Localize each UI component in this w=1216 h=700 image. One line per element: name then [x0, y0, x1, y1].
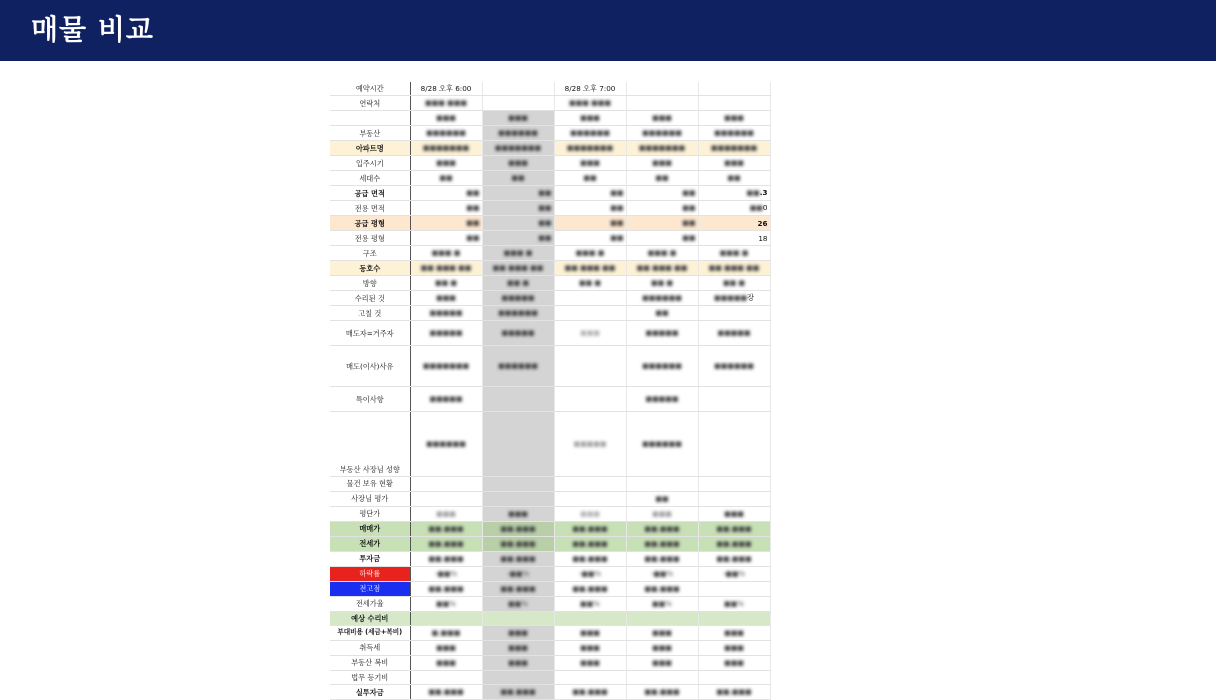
- cell-visible-text: .3: [759, 188, 768, 198]
- row-label: 공급 평형: [330, 216, 410, 231]
- row-label: 법무 등기비: [330, 670, 410, 684]
- cell: ■■: [410, 186, 482, 201]
- cell: ■■ ■: [554, 276, 626, 291]
- row-label: 평단가: [330, 506, 410, 521]
- row-label: 물건 보유 현황: [330, 477, 410, 491]
- cell: ■■: [626, 171, 698, 186]
- cell: ■■■■■■: [554, 126, 626, 141]
- table-row: [330, 566, 770, 581]
- row-label: 하락률: [330, 566, 410, 581]
- cell: ■■■ ■: [482, 246, 554, 261]
- cell: ■■■■■: [410, 387, 482, 412]
- cell: ■■ ■■■ ■■: [482, 261, 554, 276]
- cell: ■■0: [698, 201, 770, 216]
- cell: 26: [698, 216, 770, 231]
- cell: ■■■: [554, 506, 626, 521]
- cell: ■■: [482, 231, 554, 246]
- row-label: 고칠 것: [330, 306, 410, 321]
- cell: ■■■■■: [410, 306, 482, 321]
- table-row: [330, 491, 770, 506]
- table-row: [330, 670, 770, 684]
- table-row: [330, 231, 770, 246]
- cell: ■■■■■■: [482, 346, 554, 387]
- cell: [554, 491, 626, 506]
- cell: 8/28 오후 7:00: [554, 82, 626, 96]
- cell: ■■■: [410, 640, 482, 655]
- row-label: 전고점: [330, 581, 410, 596]
- cell: ■■■■■장: [698, 291, 770, 306]
- cell: ■■,■■■: [482, 536, 554, 551]
- cell: ■■■: [410, 111, 482, 126]
- cell: ■■: [482, 201, 554, 216]
- cell: [482, 670, 554, 684]
- cell: ■■ ■■■ ■■: [698, 261, 770, 276]
- cell: [410, 611, 482, 625]
- cell: [626, 82, 698, 96]
- cell: ■■■: [698, 640, 770, 655]
- cell: ■■■: [698, 156, 770, 171]
- table-row: [330, 321, 770, 346]
- cell: [554, 611, 626, 625]
- cell: ■■■: [482, 111, 554, 126]
- cell: [482, 491, 554, 506]
- cell: [482, 477, 554, 491]
- cell: ■■: [698, 171, 770, 186]
- row-label: 부동산: [330, 126, 410, 141]
- cell: ■■■: [482, 625, 554, 640]
- cell: ■■■■■■■: [410, 141, 482, 156]
- cell: ■■■: [410, 291, 482, 306]
- cell: ■■■■■■: [626, 412, 698, 477]
- cell: ■■,■■■: [626, 536, 698, 551]
- table-row: [330, 96, 770, 111]
- cell: ■■,■■■: [554, 581, 626, 596]
- cell: ■■,■■■: [698, 536, 770, 551]
- cell: ■■,■■■: [698, 521, 770, 536]
- cell: ■■■: [482, 506, 554, 521]
- cell: ■■■: [554, 156, 626, 171]
- cell: ■■■■■: [554, 412, 626, 477]
- cell: ■■: [410, 216, 482, 231]
- cell: ■■,■■■: [410, 521, 482, 536]
- row-label: 아파트명: [330, 141, 410, 156]
- cell: [698, 477, 770, 491]
- cell: -■■%: [626, 566, 698, 581]
- row-label: 전용 평형: [330, 231, 410, 246]
- comparison-spreadsheet-image: [330, 82, 770, 697]
- cell: ■■,■■■: [554, 536, 626, 551]
- cell: [698, 412, 770, 477]
- cell: ■■■■■: [626, 321, 698, 346]
- cell: ■■,■■■: [482, 521, 554, 536]
- cell: ■■: [554, 216, 626, 231]
- table-row: [330, 412, 770, 477]
- row-label: 실투자금: [330, 685, 410, 700]
- cell: ■■■■■: [698, 321, 770, 346]
- cell: ■■■: [554, 655, 626, 670]
- row-label: 전세가: [330, 536, 410, 551]
- row-label: 매도(이사)사유: [330, 346, 410, 387]
- table-row: [330, 685, 770, 700]
- cell: ■■: [410, 171, 482, 186]
- cell: [554, 306, 626, 321]
- cell: ■■■: [626, 111, 698, 126]
- row-label: 특이사항: [330, 387, 410, 412]
- cell: ■■: [410, 201, 482, 216]
- row-label: 구조: [330, 246, 410, 261]
- cell: ■■ ■: [626, 276, 698, 291]
- table-row: [330, 186, 770, 201]
- cell: ■■: [482, 186, 554, 201]
- cell: ■■,■■■: [482, 685, 554, 700]
- table-row: [330, 306, 770, 321]
- table-row: [330, 611, 770, 625]
- row-label: 전용 면적: [330, 201, 410, 216]
- cell: -■■%: [698, 566, 770, 581]
- cell: ■■■: [698, 111, 770, 126]
- cell: [410, 670, 482, 684]
- cell: ■■ ■■■ ■■: [626, 261, 698, 276]
- cell: ■■■■■■■: [410, 346, 482, 387]
- cell: ■■: [626, 231, 698, 246]
- cell: [698, 611, 770, 625]
- table-row: [330, 201, 770, 216]
- row-label: 예약시간: [330, 82, 410, 96]
- cell: ■■■: [626, 655, 698, 670]
- cell: ■■%: [554, 596, 626, 611]
- table-row: [330, 596, 770, 611]
- cell: ■■: [410, 231, 482, 246]
- cell: ■■■: [554, 321, 626, 346]
- cell: [554, 346, 626, 387]
- cell: [698, 82, 770, 96]
- cell: [698, 387, 770, 412]
- cell: -■■%: [482, 566, 554, 581]
- cell: [482, 611, 554, 625]
- cell: -■■%: [410, 566, 482, 581]
- cell: ■■: [482, 171, 554, 186]
- row-label: 방향: [330, 276, 410, 291]
- table-row: [330, 291, 770, 306]
- cell: ■■ ■: [482, 276, 554, 291]
- table-row: [330, 111, 770, 126]
- cell: ■■■: [626, 640, 698, 655]
- cell: [410, 491, 482, 506]
- cell: ■■■: [698, 625, 770, 640]
- cell: ■■■■■■■: [482, 141, 554, 156]
- row-label: [330, 111, 410, 126]
- row-label: 취득세: [330, 640, 410, 655]
- table-row: [330, 521, 770, 536]
- cell: ■■: [554, 201, 626, 216]
- cell: ■■,■■■: [410, 685, 482, 700]
- cell: [698, 96, 770, 111]
- table-row: [330, 551, 770, 566]
- cell: [482, 412, 554, 477]
- cell: ■■ ■: [410, 276, 482, 291]
- row-label: 수리된 것: [330, 291, 410, 306]
- table-row: [330, 655, 770, 670]
- table-row: [330, 216, 770, 231]
- cell: ■■%: [698, 596, 770, 611]
- table-row: [330, 346, 770, 387]
- row-label: 투자금: [330, 551, 410, 566]
- cell: ■■■■■■: [482, 126, 554, 141]
- cell: ■■%: [410, 596, 482, 611]
- cell: ■■,■■■: [554, 551, 626, 566]
- page-title: 매물 비교: [31, 13, 154, 46]
- cell: ■■.3: [698, 186, 770, 201]
- cell-visible-text: 장: [747, 293, 755, 303]
- cell: ■■■ ■: [554, 246, 626, 261]
- cell: ■■: [554, 171, 626, 186]
- cell: ■■,■■■: [554, 521, 626, 536]
- table-row: [330, 276, 770, 291]
- cell: [698, 581, 770, 596]
- cell: [626, 477, 698, 491]
- table-row: [330, 141, 770, 156]
- cell: ■■■■■■■: [626, 141, 698, 156]
- table-row: [330, 261, 770, 276]
- cell: ■■■ ■: [626, 246, 698, 261]
- cell: 8/28 오후 6:00: [410, 82, 482, 96]
- cell: ■■,■■■: [626, 521, 698, 536]
- row-label: 동호수: [330, 261, 410, 276]
- row-label: 공급 면적: [330, 186, 410, 201]
- cell: ■■■ ■■■: [554, 96, 626, 111]
- cell-visible-text: 0: [762, 203, 768, 213]
- row-label: 부동산 복비: [330, 655, 410, 670]
- cell: [698, 670, 770, 684]
- cell: ■■: [626, 186, 698, 201]
- cell: [698, 491, 770, 506]
- cell: [626, 96, 698, 111]
- cell: [482, 82, 554, 96]
- cell: ■■■■■■: [626, 291, 698, 306]
- cell: ■■■■■■: [410, 126, 482, 141]
- cell: ■■■: [626, 506, 698, 521]
- row-label: 매도자=거주자: [330, 321, 410, 346]
- row-label: 매매가: [330, 521, 410, 536]
- cell: ■■■: [410, 506, 482, 521]
- table-row: [330, 156, 770, 171]
- table-row: [330, 387, 770, 412]
- cell: ■■,■■■: [626, 685, 698, 700]
- cell: ■■■ ■: [698, 246, 770, 261]
- cell: ■■: [626, 491, 698, 506]
- comparison-table: [330, 82, 771, 700]
- cell: [626, 611, 698, 625]
- cell: [410, 477, 482, 491]
- cell: ■■,■■■: [698, 685, 770, 700]
- cell: ■■■ ■■■: [410, 96, 482, 111]
- cell: ■■%: [626, 596, 698, 611]
- table-row: [330, 640, 770, 655]
- row-label: 부대비용 (세금+복비): [330, 625, 410, 640]
- cell: ■■,■■■: [554, 685, 626, 700]
- row-label: 전세가율: [330, 596, 410, 611]
- cell: ■■■: [554, 640, 626, 655]
- cell: [482, 387, 554, 412]
- cell: ■■■: [410, 655, 482, 670]
- cell: ■■■■■: [482, 291, 554, 306]
- table-row: [330, 625, 770, 640]
- cell: ■■■■■■: [410, 412, 482, 477]
- cell: ■■■: [698, 655, 770, 670]
- cell: ■■: [554, 186, 626, 201]
- cell: 18: [698, 231, 770, 246]
- cell: ■■,■■■: [410, 551, 482, 566]
- cell: ■■■: [482, 156, 554, 171]
- table-row: [330, 82, 770, 96]
- table-row: [330, 581, 770, 596]
- row-label: 연락처: [330, 96, 410, 111]
- table-row: [330, 506, 770, 521]
- cell: ■■: [482, 216, 554, 231]
- cell: [626, 670, 698, 684]
- table-row: [330, 477, 770, 491]
- cell: ■,■■■: [410, 625, 482, 640]
- cell: ■■,■■■: [482, 551, 554, 566]
- cell: ■■■■■■: [698, 346, 770, 387]
- row-label: 사장님 평가: [330, 491, 410, 506]
- row-label: 세대수: [330, 171, 410, 186]
- cell: [554, 477, 626, 491]
- cell: ■■%: [482, 596, 554, 611]
- cell: ■■■■■■: [482, 306, 554, 321]
- row-label: 예상 수리비: [330, 611, 410, 625]
- cell: ■■■■■■■: [554, 141, 626, 156]
- cell: -■■%: [554, 566, 626, 581]
- cell: ■■■■■■■: [698, 141, 770, 156]
- table-row: [330, 536, 770, 551]
- cell: ■■■■■: [410, 321, 482, 346]
- cell: ■■■: [554, 111, 626, 126]
- cell: ■■: [626, 306, 698, 321]
- cell: ■■: [626, 201, 698, 216]
- cell: ■■■: [482, 655, 554, 670]
- cell: ■■ ■: [698, 276, 770, 291]
- cell: [554, 670, 626, 684]
- cell: ■■■■■: [626, 387, 698, 412]
- cell: ■■,■■■: [626, 581, 698, 596]
- cell: ■■■ ■: [410, 246, 482, 261]
- table-row: [330, 246, 770, 261]
- cell: ■■■■■■: [626, 346, 698, 387]
- row-label: 입주시기: [330, 156, 410, 171]
- cell: ■■ ■■■ ■■: [554, 261, 626, 276]
- cell: ■■■: [626, 156, 698, 171]
- row-label: 부동산 사장님 성향: [330, 412, 410, 477]
- cell: ■■,■■■: [410, 536, 482, 551]
- cell: ■■■: [626, 625, 698, 640]
- cell: ■■,■■■: [482, 581, 554, 596]
- cell: ■■ ■■■ ■■: [410, 261, 482, 276]
- cell: ■■■■■: [482, 321, 554, 346]
- cell: ■■■■■■: [698, 126, 770, 141]
- cell: ■■,■■■: [626, 551, 698, 566]
- cell: ■■■: [410, 156, 482, 171]
- cell: ■■■: [554, 625, 626, 640]
- cell: ■■: [626, 216, 698, 231]
- cell: ■■■: [698, 506, 770, 521]
- cell: [698, 306, 770, 321]
- title-bar: [0, 0, 1216, 61]
- cell: ■■■■■■: [626, 126, 698, 141]
- cell: ■■,■■■: [698, 551, 770, 566]
- cell: [554, 291, 626, 306]
- cell: ■■■: [482, 640, 554, 655]
- table-row: [330, 171, 770, 186]
- table-row: [330, 126, 770, 141]
- cell: ■■,■■■: [410, 581, 482, 596]
- cell: [482, 96, 554, 111]
- cell: [554, 387, 626, 412]
- cell: ■■: [554, 231, 626, 246]
